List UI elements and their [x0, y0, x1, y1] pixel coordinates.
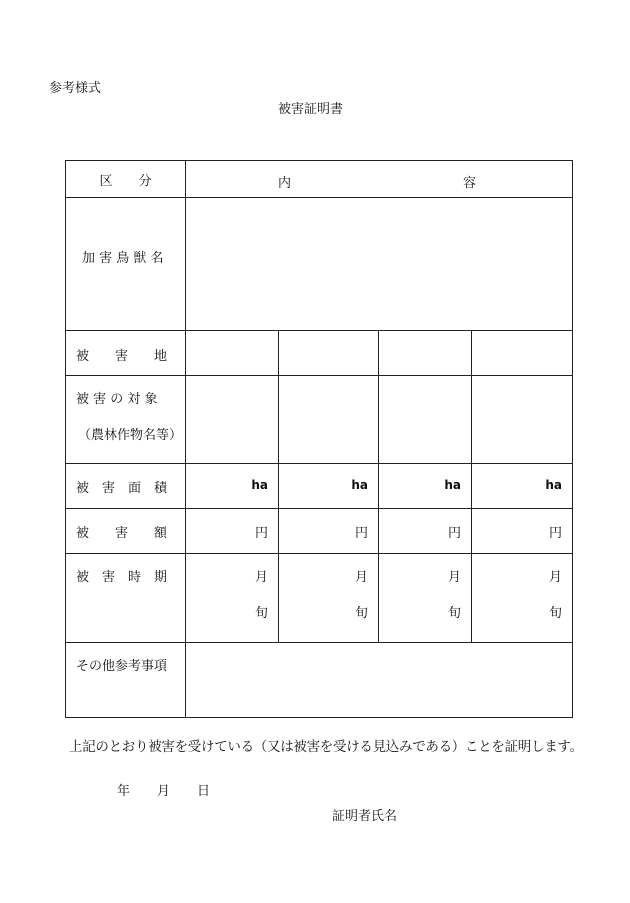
area-label: 被 害 面 積 — [76, 481, 168, 496]
other-label-cell — [66, 643, 186, 718]
area-unit: ha — [545, 478, 562, 492]
area-row — [66, 464, 573, 509]
animal-row — [66, 198, 573, 331]
period-value-cell[interactable] — [186, 554, 279, 643]
amount-label-cell — [66, 509, 186, 554]
certification-statement: 上記のとおり被害を受けている（又は被害を受ける見込みである）ことを証明します。 — [69, 739, 583, 755]
other-row — [66, 643, 573, 718]
header-category: 区 分 — [99, 173, 152, 189]
animal-value-cell[interactable] — [186, 198, 573, 331]
target-value-cell[interactable] — [379, 376, 472, 464]
header-content-cell — [186, 161, 573, 198]
period-decade-unit: 旬 — [354, 606, 368, 621]
target-value-cell[interactable] — [472, 376, 573, 464]
target-value-cell[interactable] — [279, 376, 379, 464]
other-value-cell[interactable] — [186, 643, 573, 718]
amount-row — [66, 509, 573, 554]
area-label-cell — [66, 464, 186, 509]
target-label-cell — [66, 376, 186, 464]
target-value-cell[interactable] — [186, 376, 279, 464]
area-unit: ha — [444, 478, 461, 492]
period-decade-unit: 旬 — [447, 606, 461, 621]
date-day: 日 — [197, 784, 211, 799]
amount-value-cell[interactable] — [472, 509, 573, 554]
other-label: その他参考事項 — [76, 659, 168, 674]
period-month-unit: 月 — [254, 570, 268, 585]
period-decade-unit: 旬 — [548, 606, 562, 621]
area-value-cell[interactable] — [379, 464, 472, 509]
period-row — [66, 554, 573, 643]
period-month-unit: 月 — [548, 570, 562, 585]
location-label-cell — [66, 331, 186, 376]
animal-label-cell — [66, 198, 186, 331]
period-label: 被 害 時 期 — [76, 570, 168, 585]
amount-value-cell[interactable] — [279, 509, 379, 554]
header-content-right: 容 — [463, 176, 477, 191]
period-value-cell[interactable] — [279, 554, 379, 643]
location-value-cell[interactable] — [472, 331, 573, 376]
location-row — [66, 331, 573, 376]
damage-table — [65, 160, 573, 718]
location-value-cell[interactable] — [279, 331, 379, 376]
date-year: 年 — [117, 784, 131, 799]
amount-unit: 円 — [447, 526, 461, 541]
animal-label: 加 害 鳥 獣 名 — [82, 251, 164, 266]
target-row — [66, 376, 573, 464]
header-category-cell — [66, 161, 186, 198]
target-label: 被 害 の 対 象 — [76, 392, 158, 407]
amount-unit: 円 — [354, 526, 368, 541]
period-month-unit: 月 — [354, 570, 368, 585]
form-label: 参考様式 — [49, 81, 102, 96]
location-value-cell[interactable] — [379, 331, 472, 376]
area-unit: ha — [251, 478, 268, 492]
amount-label: 被 害 額 — [76, 526, 168, 541]
area-value-cell[interactable] — [186, 464, 279, 509]
period-value-cell[interactable] — [379, 554, 472, 643]
amount-value-cell[interactable] — [186, 509, 279, 554]
date-month: 月 — [157, 784, 171, 799]
period-month-unit: 月 — [447, 570, 461, 585]
amount-unit: 円 — [254, 526, 268, 541]
target-sublabel: （農林作物名等） — [78, 428, 183, 443]
header-row — [66, 161, 573, 198]
period-label-cell — [66, 554, 186, 643]
location-label: 被 害 地 — [76, 349, 168, 364]
amount-unit: 円 — [548, 526, 562, 541]
header-content-left: 内 — [278, 176, 292, 191]
amount-value-cell[interactable] — [379, 509, 472, 554]
area-unit: ha — [351, 478, 368, 492]
location-value-cell[interactable] — [186, 331, 279, 376]
certifier-label: 証明者氏名 — [332, 809, 398, 824]
period-value-cell[interactable] — [472, 554, 573, 643]
area-value-cell[interactable] — [279, 464, 379, 509]
period-decade-unit: 旬 — [254, 606, 268, 621]
area-value-cell[interactable] — [472, 464, 573, 509]
document-title: 被害証明書 — [278, 102, 344, 117]
